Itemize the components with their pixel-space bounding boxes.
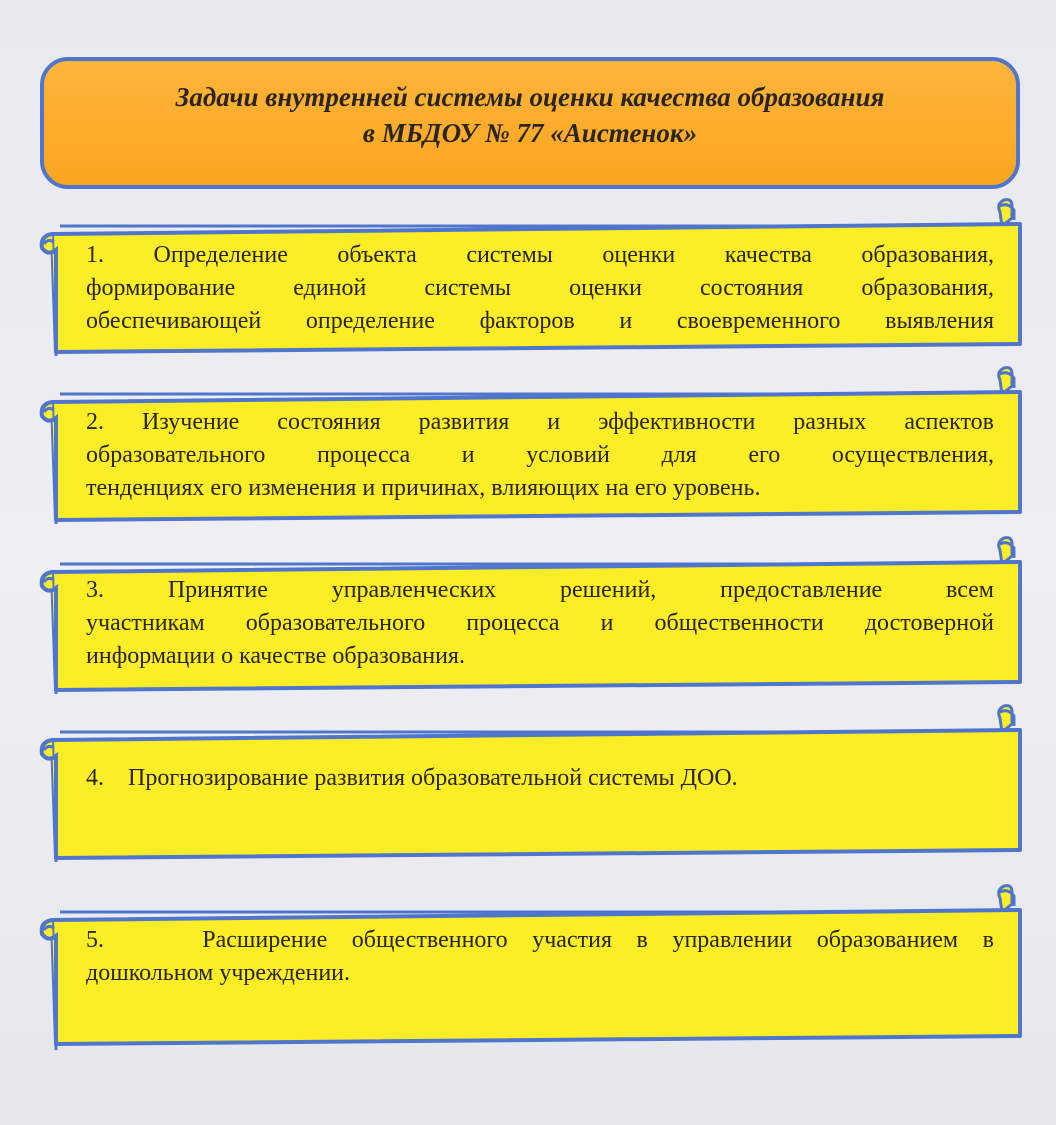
task-text-1 bbox=[86, 239, 994, 338]
task-text-5 bbox=[86, 924, 994, 990]
task-2-line-3: тенденциях его изменения и причинах, влияющих на его уровень. bbox=[86, 475, 761, 501]
task-3-line-1: 3. Принятие управленческих решений, предоставление всем bbox=[86, 577, 994, 603]
task-text-4 bbox=[86, 762, 994, 795]
task-text-3 bbox=[86, 574, 994, 673]
task-1-line-2: формирование единой системы оценки состояния образования, bbox=[86, 275, 994, 301]
task-4-line-1: 4. Прогнозирование развития образовательной системы ДОО. bbox=[86, 765, 738, 791]
task-text-2 bbox=[86, 406, 994, 505]
task-1-line-3: обеспечивающей определение факторов и своевременного выявления bbox=[86, 308, 994, 334]
task-5-line-1: 5. Расширение общественного участия в управлении образованием в bbox=[86, 927, 994, 953]
task-scroll-4 bbox=[30, 702, 1026, 862]
header-banner bbox=[40, 57, 1020, 189]
task-scroll-1 bbox=[30, 196, 1026, 356]
task-scroll-2 bbox=[30, 364, 1026, 524]
task-3-line-2: участникам образовательного процесса и общественности достоверной bbox=[86, 610, 994, 636]
task-scroll-3 bbox=[30, 534, 1026, 694]
task-5-line-2: дошкольном учреждении. bbox=[86, 960, 351, 986]
task-scroll-5 bbox=[30, 882, 1026, 1052]
task-2-line-2: образовательного процесса и условий для его осуществления, bbox=[86, 442, 994, 468]
header-title-line-1: Задачи внутренней системы оценки качества образования bbox=[175, 82, 885, 112]
header-title-line-2: в МБДОУ № 77 «Аистенок» bbox=[362, 118, 698, 148]
task-3-line-3: информации о качестве образования. bbox=[86, 643, 465, 669]
task-2-line-1: 2. Изучение состояния развития и эффективности разных аспектов bbox=[86, 409, 994, 435]
task-1-line-1: 1. Определение объекта системы оценки качества образования, bbox=[86, 242, 994, 268]
